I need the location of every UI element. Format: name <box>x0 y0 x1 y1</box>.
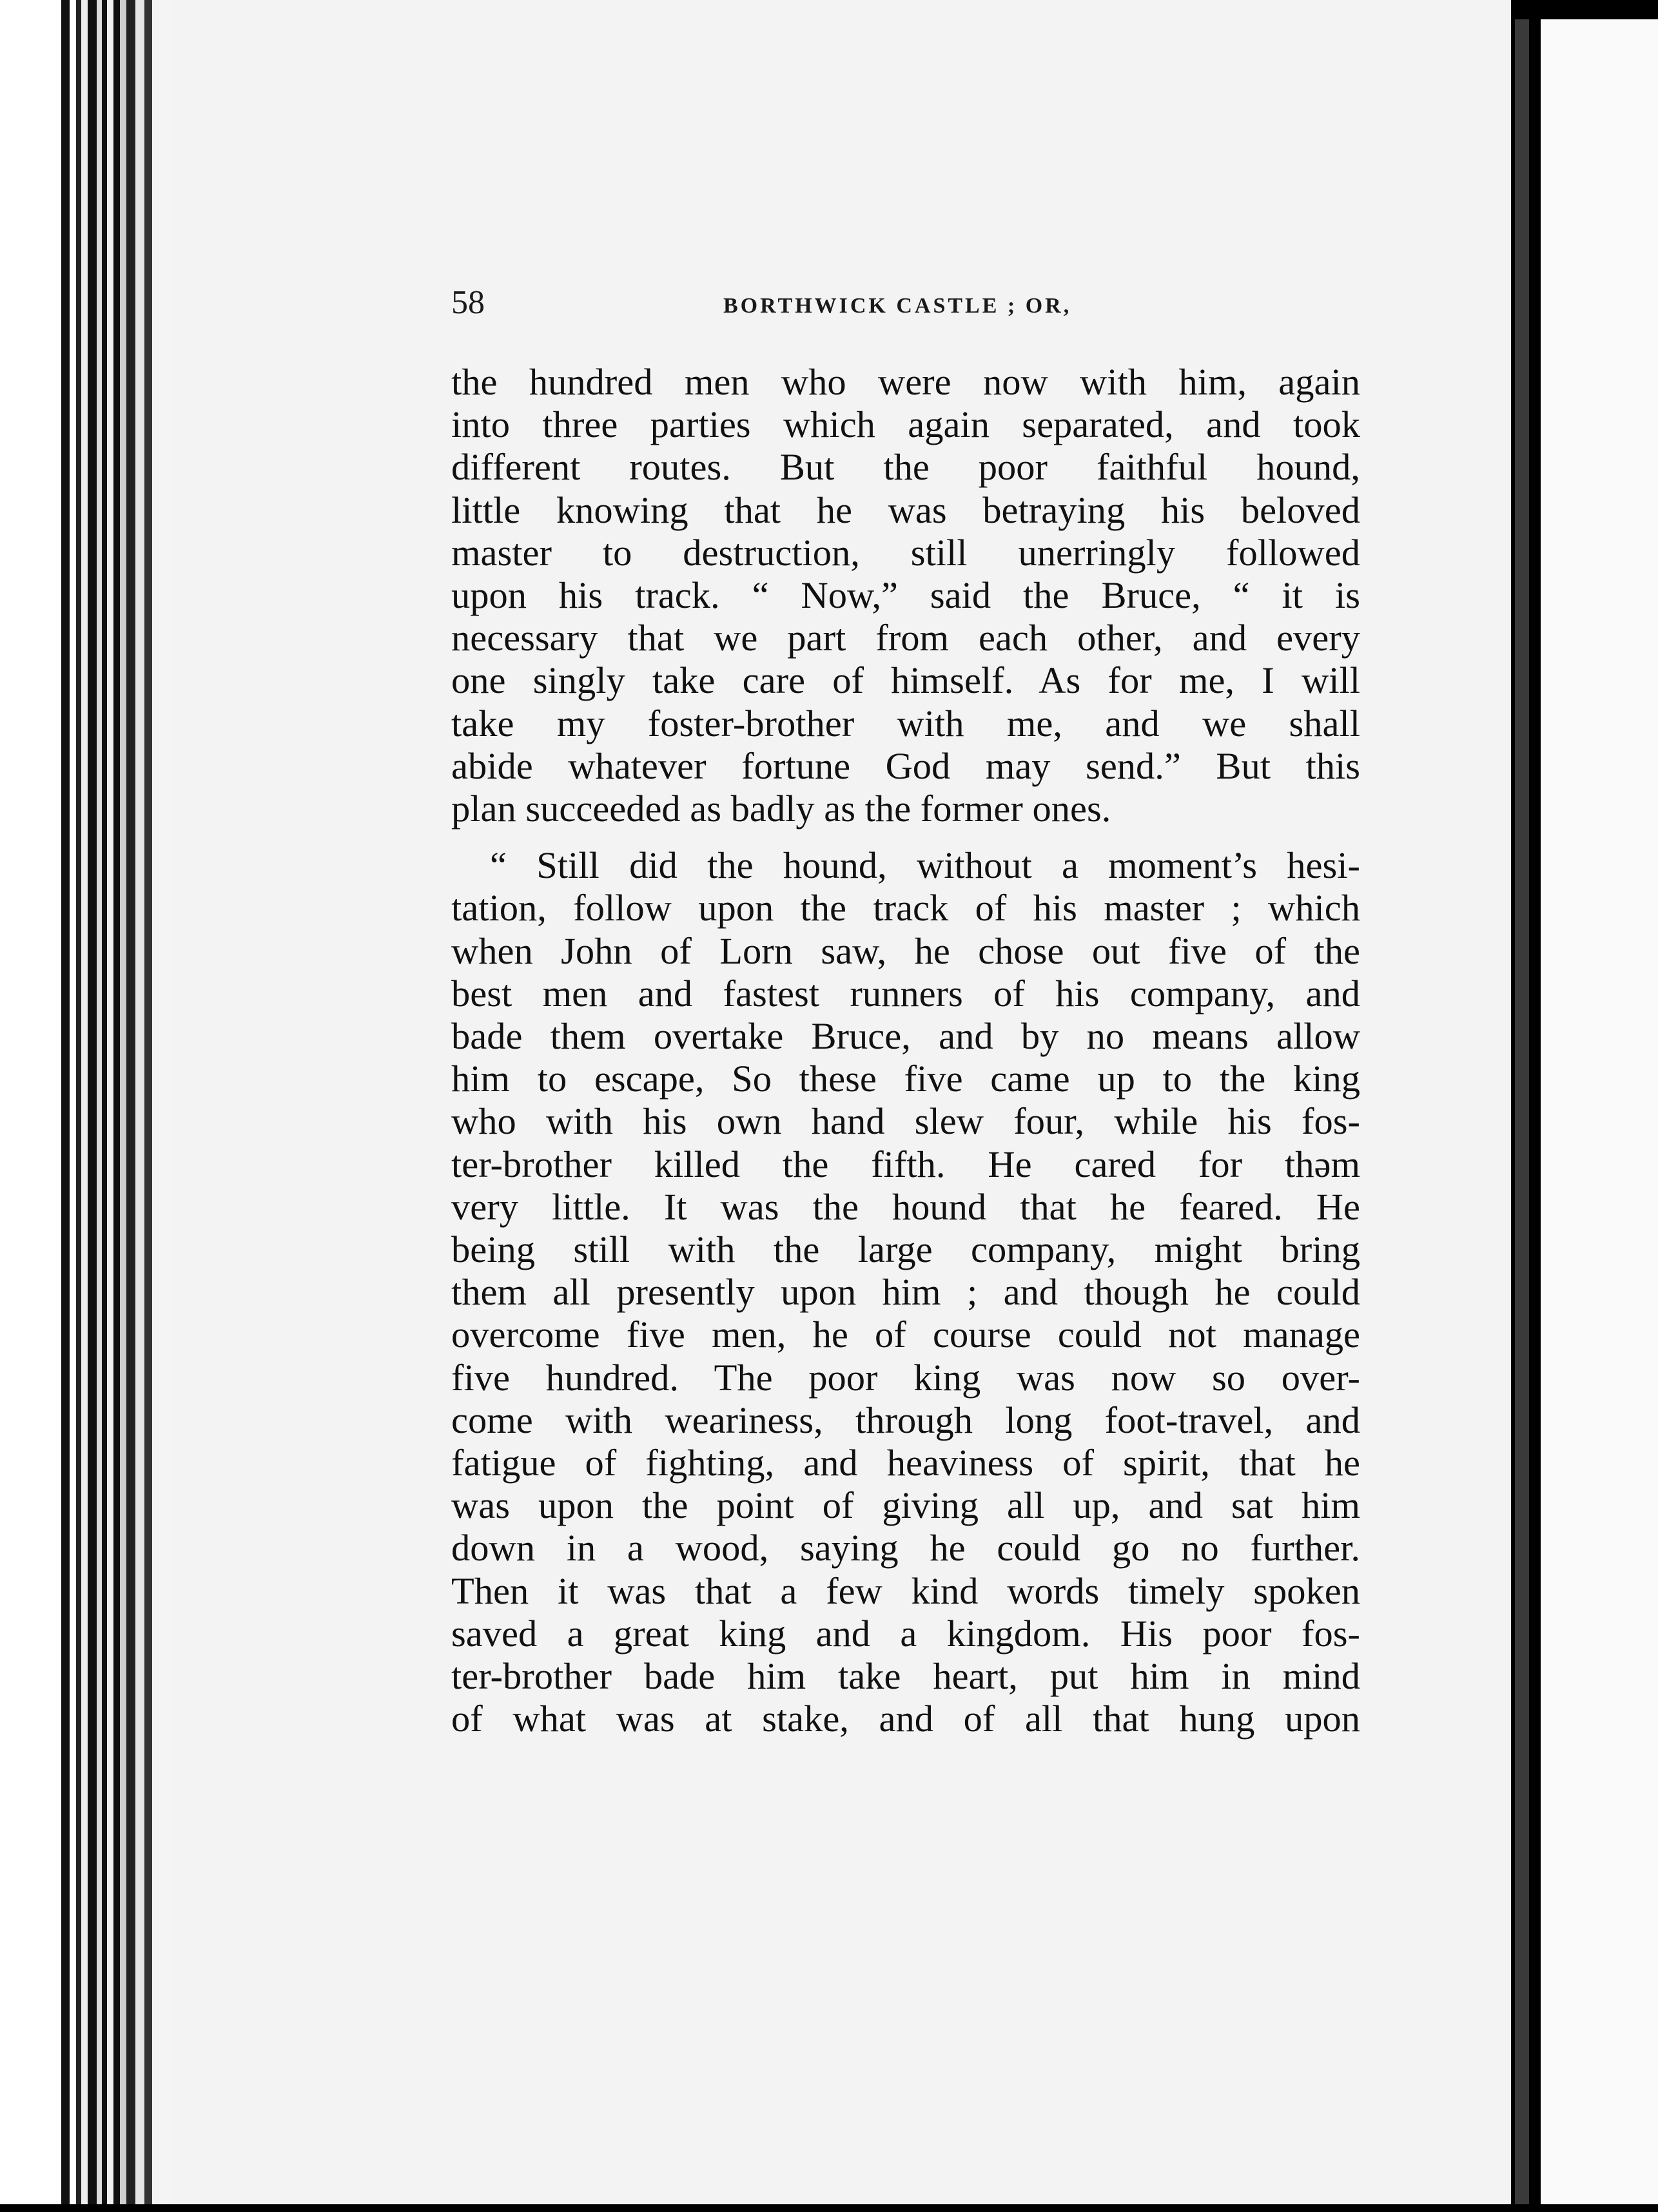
text-line: being still with the large company, might bring <box>451 1228 1360 1271</box>
text-line: down in a wood, saying he could go no further. <box>451 1527 1360 1569</box>
text-line: one singly take care of himself. As for me, I will <box>451 659 1360 702</box>
text-line: little knowing that he was betraying his beloved <box>451 489 1360 531</box>
paragraph-1 <box>451 361 1360 830</box>
text-line: come with weariness, through long foot-travel, and <box>451 1399 1360 1441</box>
text-line: the hundred men who were now with him, again <box>451 361 1360 403</box>
running-head <box>451 284 1360 329</box>
running-title: BORTHWICK CASTLE ; OR, <box>723 294 1072 318</box>
text-line: them all presently upon him ; and though he could <box>451 1271 1360 1314</box>
text-line: best men and fastest runners of his company, and <box>451 972 1360 1014</box>
text-line: different routes. But the poor faithful hound, <box>451 446 1360 489</box>
gutter-shadow <box>1515 19 1529 2211</box>
scan-border <box>0 2204 1658 2212</box>
text-line: ter-brother bade him take heart, put him in mind <box>451 1655 1360 1698</box>
text-line: tation, follow upon the track of his master ; which <box>451 887 1360 929</box>
text-line: five hundred. The poor king was now so over- <box>451 1356 1360 1399</box>
text-line: who with his own hand slew four, while his fos- <box>451 1100 1360 1143</box>
text-line: was upon the point of giving all up, and sat him <box>451 1484 1360 1527</box>
page-number: 58 <box>451 284 485 321</box>
text-line: him to escape, So these five came up to the king <box>451 1058 1360 1100</box>
text-line: Then it was that a few kind words timely spoken <box>451 1569 1360 1612</box>
text-line: when John of Lorn saw, he chose out five of the <box>451 929 1360 972</box>
text-line: ter-brother killed the fifth. He cared for thəm <box>451 1143 1360 1185</box>
text-line: into three parties which again separated, and took <box>451 403 1360 446</box>
book-page-edges <box>0 0 174 2212</box>
body-text <box>451 361 1360 1741</box>
paragraph-2 <box>451 844 1360 1740</box>
facing-page-edge <box>1541 19 1658 2212</box>
text-line: necessary that we part from each other, and every <box>451 617 1360 659</box>
text-line: plan succeeded as badly as the former ones. <box>451 788 1111 830</box>
text-line: “ Still did the hound, without a moment’s hesi- <box>490 844 1360 887</box>
text-line: upon his track. “ Now,” said the Bruce, “ it is <box>451 574 1360 617</box>
text-line: abide whatever fortune God may send.” But this <box>451 744 1360 787</box>
text-line: take my foster-brother with me, and we shall <box>451 702 1360 744</box>
text-line: of what was at stake, and of all that hung upon <box>451 1698 1360 1740</box>
text-line: master to destruction, still unerringly followed <box>451 531 1360 574</box>
text-line: very little. It was the hound that he feared. He <box>451 1185 1360 1228</box>
text-line: fatigue of fighting, and heaviness of spirit, that he <box>451 1442 1360 1484</box>
text-line: saved a great king and a kingdom. His poor fos- <box>451 1612 1360 1654</box>
text-line: overcome five men, he of course could not manage <box>451 1314 1360 1356</box>
text-line: bade them overtake Bruce, and by no means allow <box>451 1015 1360 1058</box>
